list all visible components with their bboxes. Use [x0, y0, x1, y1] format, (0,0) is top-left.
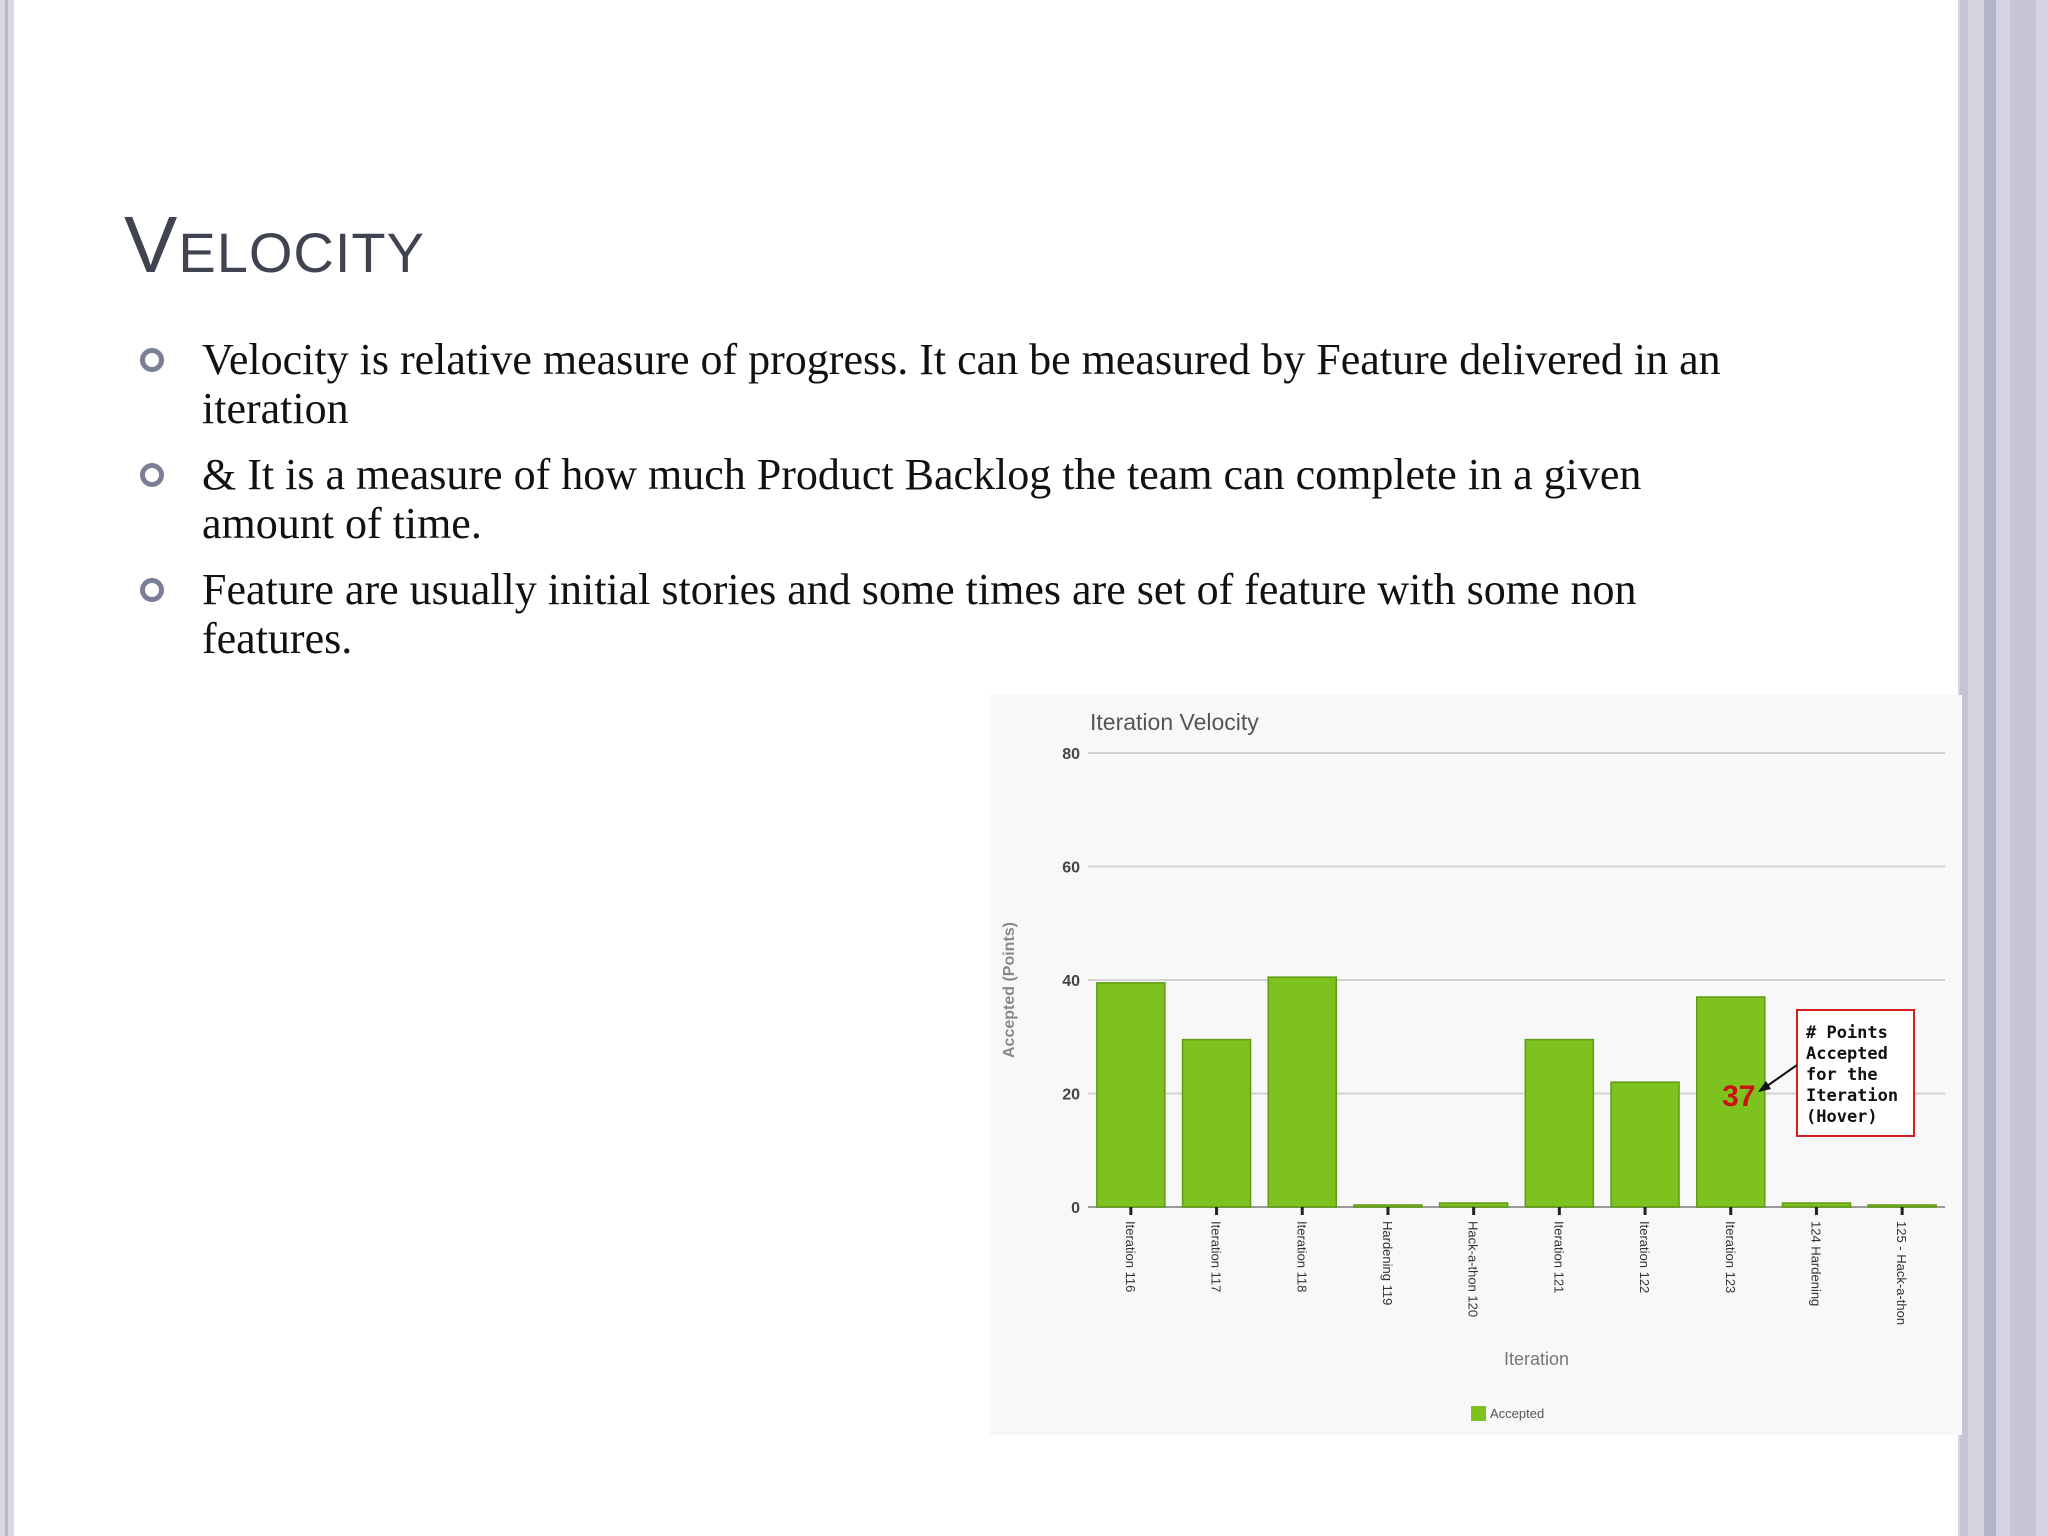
x-tick-label: Iteration 121 [1551, 1221, 1567, 1294]
x-tick-label: Hack-a-thon 120 [1465, 1221, 1481, 1318]
slide-left-border [0, 0, 14, 1536]
bullet-item [140, 335, 1740, 433]
hover-callout-text: (Hover) [1806, 1107, 1878, 1127]
x-tick-label: 125 - Hack-a-thon [1894, 1221, 1910, 1326]
x-tick-label: 124 Hardening [1808, 1221, 1824, 1307]
x-tick-label: Iteration 116 [1122, 1221, 1138, 1293]
hover-callout-text: Iteration [1806, 1086, 1899, 1106]
x-tick-label: Iteration 117 [1208, 1221, 1224, 1293]
bullet-circle-icon [140, 463, 164, 487]
y-tick-label: 20 [1062, 1086, 1080, 1104]
bar [1183, 1040, 1251, 1207]
hover-value-label: 37 [1722, 1080, 1756, 1113]
slide-title: Velocity [124, 200, 425, 289]
legend-label: Accepted [1490, 1406, 1545, 1421]
x-tick-label: Iteration 122 [1637, 1221, 1653, 1294]
bar [1868, 1205, 1936, 1207]
bullet-list [140, 335, 1740, 680]
bullet-item [140, 450, 1740, 548]
x-tick-label: Iteration 118 [1294, 1221, 1310, 1293]
y-tick-label: 40 [1062, 973, 1080, 990]
bullet-circle-icon [140, 348, 164, 372]
y-tick-label: 60 [1062, 859, 1080, 877]
bullet-item [140, 565, 1740, 663]
bullet-text: Feature are usually initial stories and some times are set of feature with some non features. [202, 565, 1637, 663]
x-tick-label: Hardening 119 [1379, 1221, 1395, 1306]
chart-svg [990, 695, 1962, 1435]
bullet-circle-icon [140, 578, 164, 602]
bar [1611, 1082, 1679, 1207]
bar [1354, 1205, 1422, 1207]
y-axis-label: Accepted (Points) [1001, 921, 1018, 1059]
hover-callout-text: # Points [1806, 1023, 1888, 1043]
y-tick-label: 80 [1062, 746, 1080, 763]
chart-title: Iteration Velocity [1090, 709, 1259, 735]
bar [1097, 983, 1165, 1207]
legend-swatch [1471, 1406, 1486, 1421]
bullet-text: & It is a measure of how much Product Backlog the team can complete in a given amount of time. [202, 450, 1642, 548]
hover-callout-text: Accepted [1806, 1044, 1888, 1064]
x-axis-label: Iteration [1503, 1349, 1570, 1369]
bar [1268, 977, 1336, 1207]
bar [1440, 1203, 1508, 1207]
bar [1525, 1040, 1593, 1207]
bullet-text: Velocity is relative measure of progress. It can be measured by Feature delivered in an iteration [202, 335, 1721, 433]
y-tick-label: 0 [1071, 1200, 1080, 1217]
slide-right-border [1958, 0, 2048, 1536]
iteration-velocity-chart [990, 695, 1962, 1435]
hover-callout-text: for the [1806, 1065, 1878, 1085]
bar [1782, 1203, 1850, 1207]
x-tick-label: Iteration 123 [1722, 1221, 1738, 1294]
